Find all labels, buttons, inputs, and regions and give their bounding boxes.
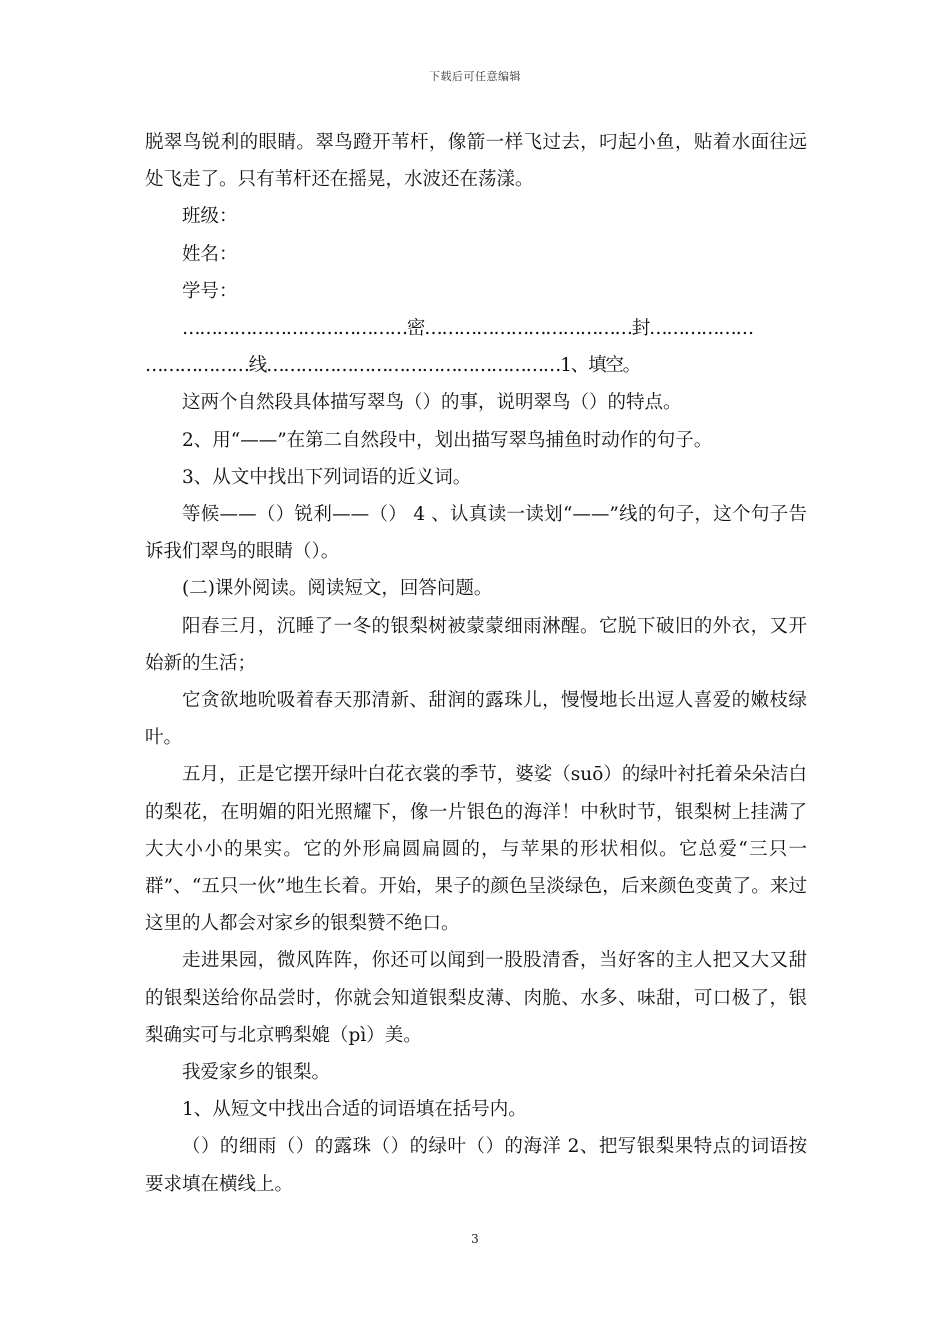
paragraph: 学号： xyxy=(182,280,238,302)
paragraph: 2、用“——”在第二自然段中，划出描写翠鸟捕鱼时动作的句子。 xyxy=(182,429,713,451)
seal-line: …………………………………密………………………………封……………… xyxy=(182,318,753,340)
paragraph: 它贪欲地吮吸着春天那清新、甜润的露珠儿，慢慢地长出逗人喜爱的嫩枝绿叶。 xyxy=(145,690,807,749)
paragraph: 3、从文中找出下列词语的近义词。 xyxy=(182,466,472,488)
paragraph: (二)课外阅读。阅读短文，回答问题。 xyxy=(182,578,493,600)
seal-line: ………………线……………………………………………1、填空。 xyxy=(145,355,640,377)
paragraph: 1、从短文中找出合适的词语填在括号内。 xyxy=(182,1099,527,1121)
paragraph: 我爱家乡的银梨。 xyxy=(182,1062,331,1084)
page-number: 3 xyxy=(471,1232,479,1246)
paragraph: 走进果园，微风阵阵，你还可以闻到一股股清香，当好客的主人把又大又甜的银梨送给你品尝时，你就会知道银梨皮薄、肉脆、水多、味甜，可口极了，银梨确实可与北京鸭梨媲（pì）美。 xyxy=(145,950,807,1046)
paragraph: （）的细雨（）的露珠（）的绿叶（）的海洋 2、把写银梨果特点的词语按要求填在横线上。 xyxy=(145,1136,807,1195)
page-header: 下载后可任意编辑 xyxy=(429,70,521,83)
document-body xyxy=(145,124,807,1203)
paragraph: 脱翠鸟锐利的眼睛。翠鸟蹬开苇杆，像箭一样飞过去，叼起小鱼，贴着水面往远处飞走了。只有苇杆还在摇晃，水波还在荡漾。 xyxy=(145,132,807,191)
paragraph: 等候——（）锐利——（） 4 、认真读一读划“——”线的句子，这个句子告诉我们翠鸟的眼睛（）。 xyxy=(145,504,807,563)
paragraph: 班级： xyxy=(182,206,238,228)
paragraph: 五月，正是它摆开绿叶白花衣裳的季节，婆娑（suō）的绿叶衬托着朵朵洁白的梨花，在明媚的阳光照耀下，像一片银色的海洋！中秋时节，银梨树上挂满了大大小小的果实。它的外形扁圆扁圆的，与苹果的形状相似。它总爱“三只一群”、“五只一伙”地生长着。开始，果子的颜色呈淡绿色，后来颜色变黄了。来过这里的人都会对家乡的银梨赞不绝口。 xyxy=(145,764,807,935)
paragraph: 阳春三月，沉睡了一冬的银梨树被蒙蒙细雨淋醒。它脱下破旧的外衣，又开始新的生活； xyxy=(145,615,807,674)
paragraph: 姓名： xyxy=(182,243,238,265)
paragraph: 这两个自然段具体描写翠鸟（）的事，说明翠鸟（）的特点。 xyxy=(182,392,682,414)
